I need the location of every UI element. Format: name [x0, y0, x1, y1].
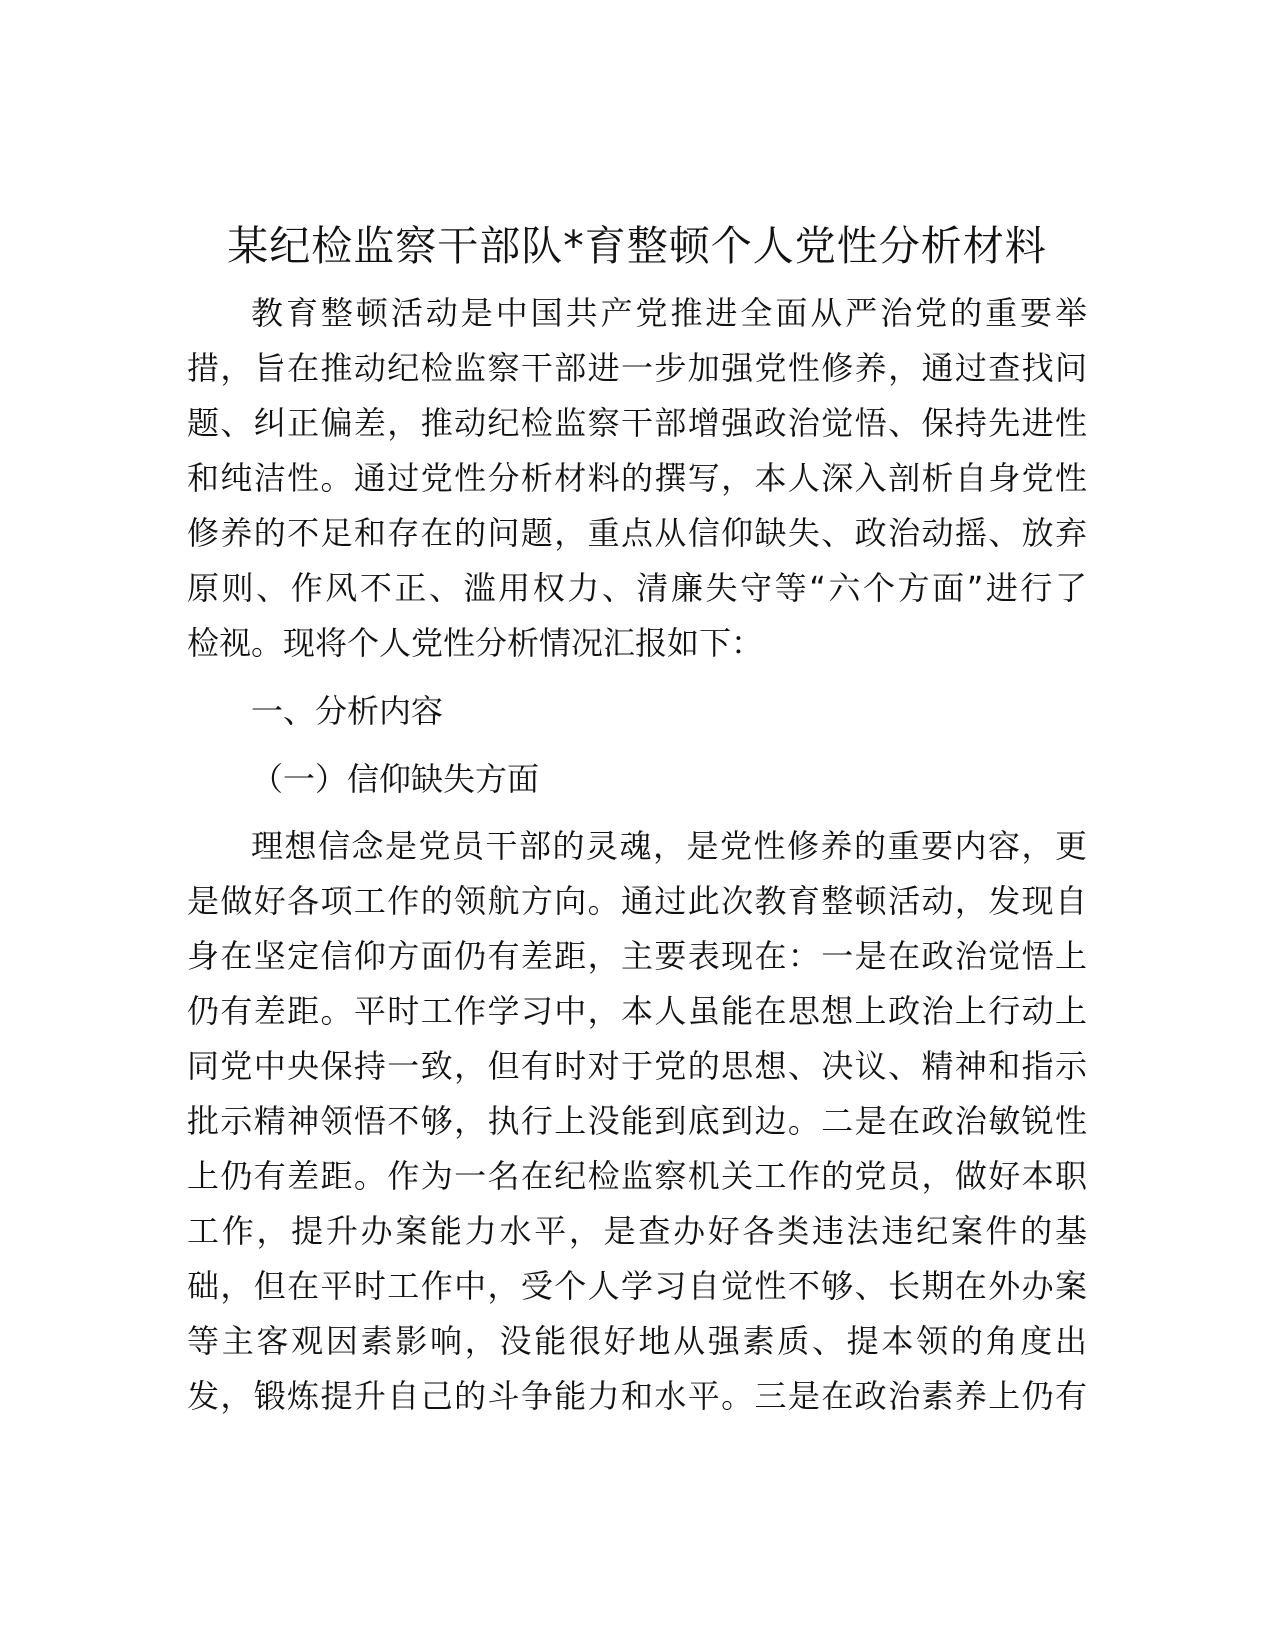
body-paragraph-line: 同党中央保持一致，但有时对于党的思想、决议、精神和指示 — [187, 1047, 1087, 1085]
body-paragraph-line: 发，锻炼提升自己的斗争能力和水平。三是在政治素养上仍有 — [187, 1377, 1087, 1415]
body-paragraph-line: 理想信念是党员干部的灵魂，是党性修养的重要内容，更 — [251, 827, 1087, 865]
body-paragraph-line: 批示精神领悟不够，执行上没能到底到边。二是在政治敏锐性 — [187, 1102, 1087, 1140]
subsection-heading: （一）信仰缺失方面 — [251, 760, 540, 798]
intro-paragraph-line: 措，旨在推动纪检监察干部进一步加强党性修养，通过查找问 — [187, 349, 1087, 387]
body-paragraph-line: 等主客观因素影响，没能很好地从强素质、提本领的角度出 — [187, 1322, 1087, 1360]
intro-paragraph-line: 检视。现将个人党性分析情况汇报如下： — [187, 624, 764, 662]
intro-paragraph-line: 修养的不足和存在的问题，重点从信仰缺失、政治动摇、放弃 — [187, 514, 1087, 552]
intro-paragraph-line: 题、纠正偏差，推动纪检监察干部增强政治觉悟、保持先进性 — [187, 404, 1087, 442]
section-heading: 一、分析内容 — [251, 692, 444, 730]
document-title: 某纪检监察干部队*育整顿个人党性分析材料 — [227, 222, 1047, 270]
intro-paragraph-line: 原则、作风不正、滥用权力、清廉失守等“六个方面”进行了 — [187, 569, 1087, 607]
intro-paragraph-line: 教育整顿活动是中国共产党推进全面从严治党的重要举 — [251, 294, 1087, 332]
body-paragraph-line: 工作，提升办案能力水平，是查办好各类违法违纪案件的基 — [187, 1212, 1087, 1250]
body-paragraph-line: 上仍有差距。作为一名在纪检监察机关工作的党员，做好本职 — [187, 1157, 1087, 1195]
body-paragraph-line: 础，但在平时工作中，受个人学习自觉性不够、长期在外办案 — [187, 1267, 1087, 1305]
body-paragraph-line: 是做好各项工作的领航方向。通过此次教育整顿活动，发现自 — [187, 882, 1087, 920]
body-paragraph-line: 身在坚定信仰方面仍有差距，主要表现在：一是在政治觉悟上 — [187, 937, 1087, 975]
intro-paragraph-line: 和纯洁性。通过党性分析材料的撰写，本人深入剖析自身党性 — [187, 459, 1087, 497]
body-paragraph-line: 仍有差距。平时工作学习中，本人虽能在思想上政治上行动上 — [187, 992, 1087, 1030]
